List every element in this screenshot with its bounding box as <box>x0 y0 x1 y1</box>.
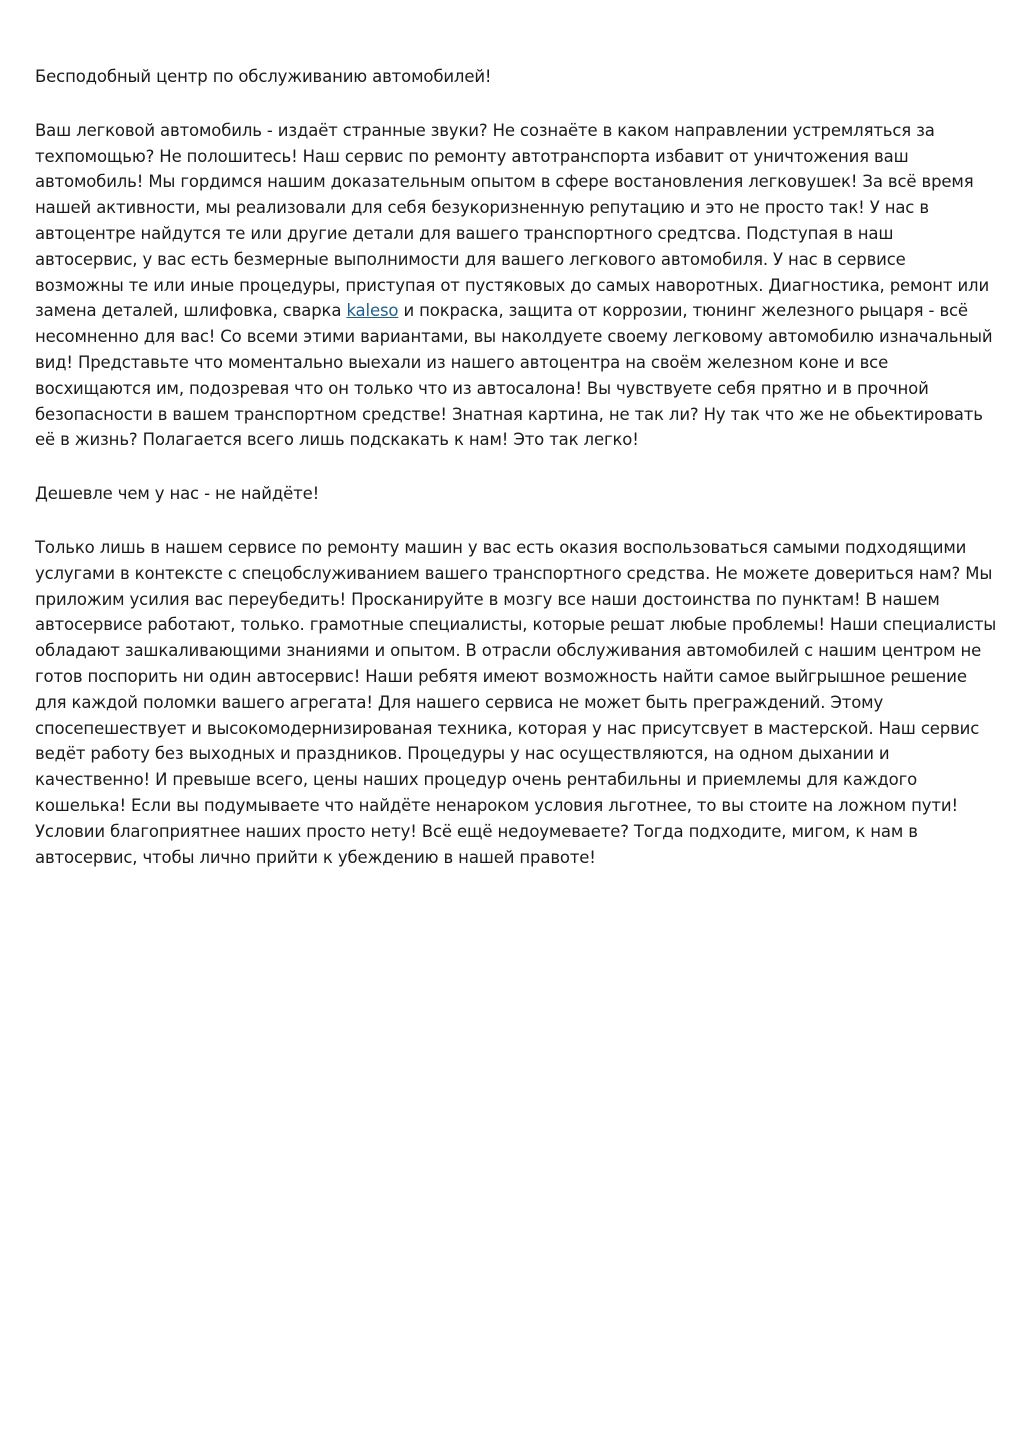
paragraph-services-text-before: Ваш легковой автомобиль - издаёт странные звуки? Не сознаёте в каком направлении устремляться за техпомощью? Не полошитесь! Наш сервис по ремонту автотранспорта избавит от уничтожения ваш автомобиль! Мы гордимся нашим доказательным опытом в сфере востановления легковушек! За всё время нашей активности, мы реализовали для себя безукоризненную репутацию и это не просто так! У нас в автоцентре найдутся те или другие детали для вашего транспортного средтсва. Подступая в наш автосервис, у вас есть безмерные выполнимости для вашего легкового автомобиля. У нас в сервисе возможны те или иные процедуры, приступая от пустяковых до самых наворотных. Диагностика, ремонт или замена деталей, шлифовка, сварка <box>35 120 990 321</box>
document-body <box>35 64 997 898</box>
heading-intro: Бесподобный центр по обслуживанию автомобилей! <box>35 67 492 86</box>
paragraph-services-text-after: и покраска, защита от коррозии, тюнинг железного рыцаря - всё несомненно для вас! Со всеми этими вариантами, вы наколдуете своему легковому автомобилю изначальный вид! Представьте что моментально выехали из нашего автоцентра на своём железном коне и все восхищаются им, подозревая что он только что из автосалона! Вы чувствуете себя прятно и в прочной безопасности в вашем транспортном средстве! Знатная картина, не так ли? Ну так что же не обьектировать её в жизнь? Полагается всего лишь подскакать к нам! Это так легко! <box>35 301 993 450</box>
paragraph-services <box>35 118 997 453</box>
paragraph-advantages: Только лишь в нашем сервисе по ремонту машин у вас есть оказия воспользоваться самыми подходящими услугами в контексте с спецобслуживанием вашего транспортного средства. Не можете довериться нам? Мы приложим усилия вас переубедить! Просканируйте в мозгу все наши достоинства по пунктам! В нашем автосервисе работают, только. грамотные специалисты, которые решат любые проблемы! Наши специалисты обладают зашкаливающими знаниями и опытом. В отрасли обслуживания автомобилей с нашим центром не готов поспорить ни один автосервис! Наши ребятя имеют возможность найти самое выйгрышное решение для каждой поломки вашего агрегата! Для нашего сервиса не может быть преграждений. Этому спосепешествует и высокомодернизированая техника, которая у нас присутсвует в мастерской. Наш сервис ведёт работу без выходных и праздников. Процедуры у нас осуществляются, на одном дыхании и качественно! И превыше всего, цены наших процедур очень рентабильны и приемлемы для каждого кошелька! Если вы подумываете что найдёте ненароком условия льготнее, то вы стоите на ложном пути! Условии благоприятнее наших просто нету! Всё ещё недоумеваете? Тогда подходите, мигом, к нам в автосервис, чтобы лично прийти к убеждению в нашей правоте! <box>35 537 997 867</box>
heading-cheaper: Дешевле чем у нас - не найдёте! <box>35 484 320 504</box>
kaleso-link[interactable]: kaleso <box>346 301 399 321</box>
